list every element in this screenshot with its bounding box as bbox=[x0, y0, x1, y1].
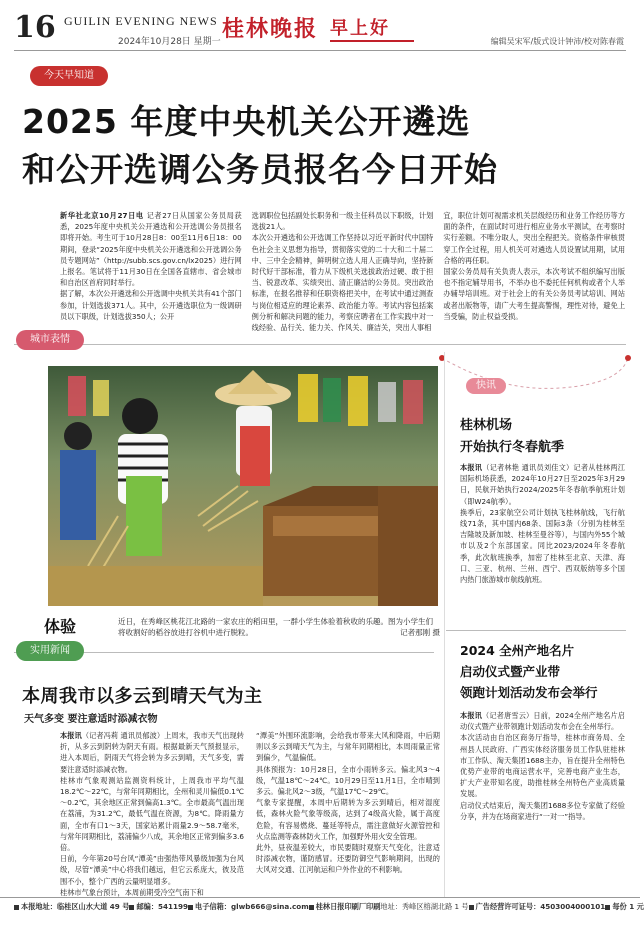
page-number: 16 bbox=[14, 10, 56, 45]
publication-date: 2024年10月28日 星期一 bbox=[118, 37, 221, 47]
brand-title-line3: 领跑计划活动发布会举行 bbox=[460, 685, 598, 700]
footer-email: 电子信箱：glwb666@sina.com bbox=[188, 902, 309, 912]
caption-text: 近日，在秀峰区桃花江北路的一家农庄的稻田里，一群小学生体验着秋收的乐趣。图为小学生们将收割好的稻谷放进打谷机中进行脱粒。 bbox=[118, 617, 433, 637]
kuaixun-title-line1: 桂林机场 bbox=[460, 418, 513, 433]
lead-col1-text: 记者27日从国家公务员局获悉，2025年度中央机关公开遴选和公开选调公务员报名即将开始。考生可于10月28日8：00至11月6日18：00期间，登录“2025年度中央机关公开遴选和公开选调公务员专题网站”（http://subb.scs.gov.cn/lx2025）进行网上报名。笔试将于11月30日在全国各直辖市、省会城市和自治区首府同时举行。 据了解，本次公开遴选和公开选调中央机关共有41个部门参加，计划选拔371人。其中，公开遴选职位为一级调研员以下职级，计划选拔350人；公开 bbox=[60, 211, 242, 321]
lead-body-col1 bbox=[60, 210, 242, 340]
weather-subhead: 天气多变 要注意适时添减衣物 bbox=[24, 714, 158, 725]
brand-story-body bbox=[460, 710, 625, 822]
footer-printer: 桂林日报印刷厂印刷 bbox=[309, 902, 381, 912]
kuaixun-title bbox=[460, 415, 564, 459]
footer-info bbox=[14, 902, 644, 912]
lead-body-col3: 宜，职位计划可视需求机关层级经历和业务工作经历等方面的条件，在面试时可进行相应业务水平测试，在考察时实行差额。不唯分取人，突出全程把关。资格条件审核贯穿工作全过程，用人机关可对遴选人员设置试用期，试用合格的再任职。 国家公务员局有关负责人表示，本次考试不组织编写出版也不指定辅导用书，不举办也不委托任何机构或者个人举办辅导培训班。对于社会上的有关公务员考试培训、网站或者出版物等，请广大考生提高警惕，理性对待，避免上当受骗，防止权益受损。 bbox=[443, 211, 626, 321]
footer bbox=[0, 897, 644, 927]
lead-dateline: 新华社北京10月27日电 bbox=[60, 211, 144, 220]
lead-headline-line2: 和公开选调公务员报名今日开始 bbox=[22, 150, 498, 189]
paper-logo: 桂林晚报 bbox=[222, 16, 319, 42]
kuaixun-body bbox=[460, 462, 625, 585]
brand-lead: 本报讯 bbox=[460, 711, 483, 720]
weather-section-tag: 实用新闻 bbox=[16, 641, 84, 661]
photo-label: 体验 bbox=[44, 617, 77, 636]
weather-body-col1 bbox=[60, 730, 244, 897]
footer-printer-address: 地址：秀峰区榕湖北路 1 号 bbox=[380, 902, 469, 911]
kuaixun-tag: 快讯 bbox=[466, 378, 506, 394]
weather-headline: 本周我市以多云到晴天气为主 bbox=[22, 686, 263, 707]
right-column-divider bbox=[446, 630, 626, 631]
brand-text: （记者唐雪云）日前，2024全州产地名片启动仪式暨产业带领跑计划活动发布会在全州举行。 本次活动由自治区商务厅指导，桂林市商务局、全州县人民政府、广西实体经济服务员工作队驻桂林市工作队、淘天集团1688主办，旨在提升全州特色优势产业带的电商运营水平，完善电商产业生态，扩大产业带知名度，助推桂林全州特色产业高质量发展。 启动仪式结束后，淘天集团1688多位专家做了经验分享，并为在场商家进行“一对一”指导。 bbox=[460, 711, 625, 821]
photo-caption bbox=[118, 616, 440, 638]
lead-divider bbox=[14, 344, 626, 345]
kuaixun-title-line2: 开始执行冬春航季 bbox=[460, 440, 565, 455]
paper-name-en: GUILIN EVENING NEWS bbox=[64, 14, 218, 28]
footer-ad-license: 广告经营许可证号：4503004000101 bbox=[469, 902, 606, 912]
column-divider bbox=[444, 352, 445, 897]
lead-section-tag: 今天早知道 bbox=[30, 66, 108, 86]
lead-body-col2: 选调职位包括副处长职务和一级主任科员以下职级，计划选拔21人。 本次公开遴选和公开选调工作坚持以习近平新时代中国特色社会主义思想为指导，贯彻落实党的二十大和二十届二中、三中全会精神，鲜明树立选人用人正确导向，坚持新时代好干部标准，着力从下级机关选拔政治过硬、敢于担当、锐意改革、实绩突出、清正廉洁的公务员。突出政治标准，在报名推荐和任职资格把关中，在考试中通过测查与岗位相适应的理论素养、政治能力等。考试内容包括案例分析和解决问题的能力，考察应聘者在工作实践中对一线经验、品行关、能力关、作风关、廉洁关，突出人事相 bbox=[251, 211, 434, 333]
footer-address: 本报地址：临桂区山水大道 49 号 bbox=[14, 902, 129, 912]
harvest-photo-illustration bbox=[48, 366, 438, 606]
weather-body-col2: “潭美”外围环流影响，会给我市带来大风和降雨，中后期则以多云到晴天气为主，与常年同期相比，本周雨量正常到偏少，气温偏低。 具体预报为：10月28日，全市小雨转多云。偏北风3～4级，气温18℃～24℃。10月29日至11月1日，全市晴到多云。偏北风2～3级，气温17℃～29℃。 气象专家提醒，本周中后期转为多云到晴后，相对湿度低，森林火险气象等级高，达到了4级高火险，属于高度危险，有容易燃烧、蔓延等特点，需注意做好火源管控和火点监测等森林防火工作，加强野外用火安全管理。 此外，昼夜温差较大，市民要随时观察天气变化，注意适时添减衣物，谨防感冒。还要防御空气影响期间，出现的大风对交通、江河航运和户外作业的不利影响。 bbox=[256, 731, 440, 875]
weather-body bbox=[60, 730, 440, 897]
photo-credit: 记者那刚 摄 bbox=[400, 628, 440, 637]
weather-col1-text: （记者冯莉 通讯员郁波）上周末，我市天气出现转折，从多云到阴转为阴天有雨。根据最新天气预报显示，进入本周后，阴雨天气将会转为多云到晴，天气多变，需要注意适时添减衣物。 桂林市气象观测站监测资料统计，上周我市平均气温18.2℃～22℃，与常年同期相比，全州和灵川偏低0.1℃～0.2℃，其余地区正常到偏高1.3℃。全市最高气温出现在荔浦，为31.2℃，最低气温在资源，为8℃。降雨量方面，全市有口1～3天，国家站累计雨量2.9～58.7毫米，与常年同期相比，荔浦偏少八成，其余地区正常到偏多3.6倍。 日前，今年第20号台风“潭美”由强热带风暴级加强为台风级，尽管“潭美”中心将我们越远，但它云系庞大，彼及范围不小，整个广西的云量明显增多。 桂林市气象台预计，本周前期受冷空气南下和 bbox=[60, 731, 244, 897]
news-photo bbox=[48, 366, 438, 606]
kuaixun-lead: 本报讯 bbox=[460, 463, 483, 472]
lead-headline bbox=[22, 98, 622, 194]
masthead bbox=[0, 0, 640, 52]
lead-body bbox=[60, 210, 625, 340]
section-underline bbox=[330, 40, 414, 42]
masthead-divider bbox=[14, 50, 626, 51]
brand-title-line2: 启动仪式暨产业带 bbox=[460, 664, 561, 679]
photo-section-tag: 城市表情 bbox=[16, 330, 84, 350]
footer-price: 每份 1 元 bbox=[605, 902, 644, 912]
brand-story-title bbox=[460, 640, 630, 703]
editor-credits: 编辑吴宋军/版式设计钟沛/校对陈春霞 bbox=[490, 37, 624, 46]
kuaixun-text: （记者林艳 通讯员刘佳文）记者从桂林两江国际机场获悉，2024年10月27日至2025年3月29日，民航开始执行2024/2025年冬春航季航班计划（即W24航季）。 换季后，23家航空公司计划执飞桂林航线，飞行航线71条，其中国内68条、国际3条（分别为桂林至吉隆坡及新加坡、桂林至曼谷等），与国内外55个城市以及2个东部国家。同比2023/2024年冬春航季，此次航班换季，加密了桂林至北京、天津、海口、三亚、杭州、兰州、西宁、西双版纳等多个国内热门旅游城市航线航班。 bbox=[460, 463, 625, 585]
footer-postcode: 邮编：541199 bbox=[129, 902, 188, 912]
weather-lead: 本报讯 bbox=[60, 731, 82, 740]
section-name: 早上好 bbox=[330, 18, 390, 39]
brand-title-line1: 2024 全州产地名片 bbox=[460, 643, 575, 658]
lead-headline-line1: 2025 年度中央机关公开遴选 bbox=[22, 102, 471, 141]
